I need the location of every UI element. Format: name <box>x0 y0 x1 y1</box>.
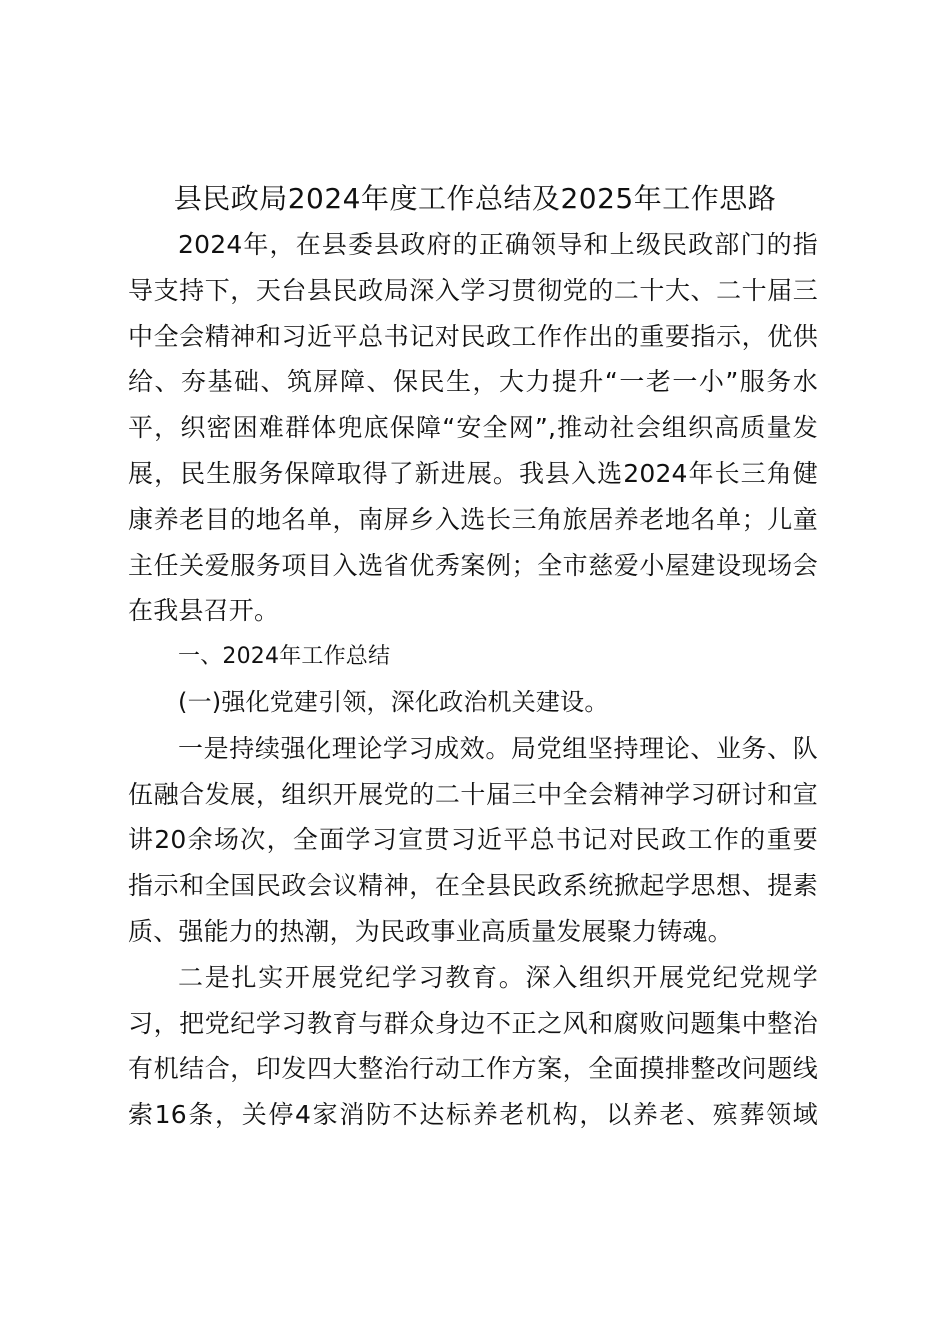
discipline-education-paragraph <box>128 955 828 1138</box>
paragraph-line: 伍融合发展，组织开展党的二十届三中全会精神学习研讨和宣 <box>128 779 818 809</box>
paragraph-line: 索16条，关停4家消防不达标养老机构，以养老、殡葬领域 <box>128 1100 818 1130</box>
paragraph-line: 在我县召开。 <box>128 596 280 626</box>
paragraph-line: 中全会精神和习近平总书记对民政工作作出的重要指示，优供 <box>128 321 818 351</box>
section-heading: 一、2024年工作总结 <box>178 644 391 670</box>
paragraph-line: 一是持续强化理论学习成效。局党组坚持理论、业务、队 <box>178 733 818 763</box>
paragraph-line: 指示和全国民政会议精神，在全县民政系统掀起学思想、提素 <box>128 871 818 901</box>
subsection-heading: (一)强化党建引领，深化政治机关建设。 <box>178 687 609 716</box>
paragraph-line: 讲20余场次，全面学习宣贯习近平总书记对民政工作的重要 <box>128 825 818 855</box>
theory-study-paragraph <box>128 726 828 955</box>
paragraph-line: 2024年，在县委县政府的正确领导和上级民政部门的指 <box>178 230 818 259</box>
paragraph-line: 二是扎实开展党纪学习教育。深入组织开展党纪党规学 <box>178 962 818 992</box>
paragraph-line: 习，把党纪学习教育与群众身边不正之风和腐败问题集中整治 <box>128 1008 818 1038</box>
document-title: 县民政局2024年度工作总结及2025年工作思路 <box>173 182 777 215</box>
paragraph-line: 展，民生服务保障取得了新进展。我县入选2024年长三角健 <box>128 458 818 488</box>
document-body <box>128 222 828 1138</box>
paragraph-line: 有机结合，印发四大整治行动工作方案，全面摸排整改问题线 <box>128 1054 818 1084</box>
paragraph-line: 康养老目的地名单，南屏乡入选长三角旅居养老地名单；儿童 <box>128 504 818 534</box>
intro-paragraph <box>128 222 828 634</box>
paragraph-line: 导支持下，天台县民政局深入学习贯彻党的二十大、二十届三 <box>128 275 818 305</box>
paragraph-line: 给、夯基础、筑屏障、保民生，大力提升“一老一小”服务水 <box>128 367 818 397</box>
paragraph-line: 主任关爱服务项目入选省优秀案例；全市慈爱小屋建设现场会 <box>128 550 818 580</box>
paragraph-line: 质、强能力的热潮，为民政事业高质量发展聚力铸魂。 <box>128 916 733 946</box>
paragraph-line: 平，织密困难群体兜底保障“安全网”,推动社会组织高质量发 <box>128 413 818 443</box>
